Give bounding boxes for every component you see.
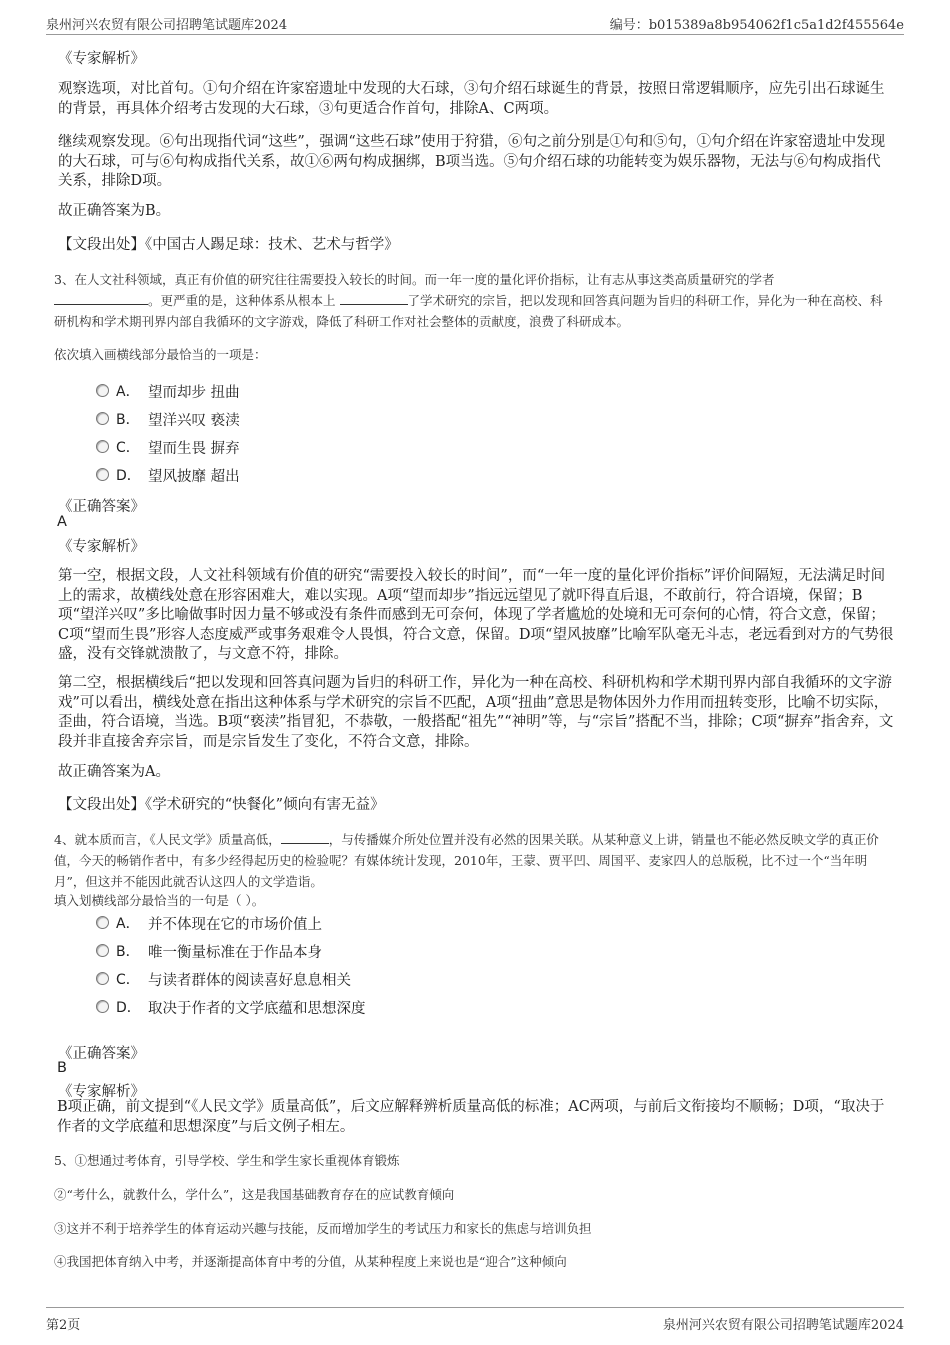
q3-source: 【文段出处】《学术研究的“快餐化”倾向有害无益》 xyxy=(58,797,385,813)
q3-stem xyxy=(54,269,894,332)
radio-icon[interactable] xyxy=(96,440,109,453)
q4-analysis-label: 《专家解析》 xyxy=(58,1084,145,1100)
q4-blank xyxy=(281,831,329,844)
q5-sentence-3: ③这并不利于培养学生的体育运动兴趣与技能，反而增加学生的考试压力和家长的焦虑与培训负担 xyxy=(54,1221,592,1236)
page-header xyxy=(46,10,904,35)
q4-stem-b: ，与传播媒介所处位置并没有必然的因果关联。从某种意义上讲，销量也不能必然反映文学的真正价值，今天的畅销作者中，有多少经得起历史的检验呢？有媒体统计发现，2010年，王蒙、贾平凹、周国平、麦家四人的总版税，比不过一个“当年明月”，但这并不能因此就否认这四人的文学造诣。 xyxy=(54,832,879,889)
footer-title: 泉州河兴农贸有限公司招聘笔试题库2024 xyxy=(662,1318,904,1333)
q3-analysis-p1: 第一空，根据文段，人文社科领域有价值的研究“需要投入较长的时间”，而“一年一度的量化评价指标”评价间隔短，无法满足时间上的需求，故横线处意在形容困难大，难以实现。A项“望而却步”指远远望见了就吓得直后退，不敢前行，符合语境，保留；B项“望洋兴叹”多比喻做事时因力量不够或没有条件而感到无可奈何，体现了学者尴尬的处境和无可奈何的心情，符合文意，保留；C项“望而生畏”形容人态度威严或事务艰难令人畏惧，符合文意，保留。D项“望风披靡”比喻军队毫无斗志，老远看到对方的气势很盛，没有交锋就溃散了，与文意不符，排除。 xyxy=(58,568,894,662)
radio-icon[interactable] xyxy=(96,468,109,481)
prev-analysis-p1: 观察选项，对比首句。①句介绍在许家窑遗址中发现的大石球，③句介绍石球诞生的背景，按照日常逻辑顺序，应先引出石球诞生的背景，再具体介绍考古发现的大石球，③句更适合作首句，排除A、C两项。 xyxy=(58,81,885,117)
q3-analysis-p2: 第二空，根据横线后“把以发现和回答真问题为旨归的科研工作，异化为一种在高校、科研机构和学术期刊界内部自我循环的文字游戏”可以看出，横线处意在指出这种体系与学术研究的宗旨不匹配，A项“扭曲”意思是物体因外力作用而扭转变形，比喻不切实际，歪曲，符合语境，当选。B项“亵渎”指冒犯，不恭敬，一般搭配“祖先”“神明”等，与“宗旨”搭配不当，排除；C项“摒弃”指舍弃，文段并非直接舍弃宗旨，而是宗旨发生了变化，不符合文意，排除。 xyxy=(58,675,894,750)
q5-sentence-4: ④我国把体育纳入中考，并逐渐提高体育中考的分值，从某种程度上来说也是“迎合”这种倾向 xyxy=(54,1254,567,1269)
prev-source: 【文段出处】《中国古人踢足球：技术、艺术与哲学》 xyxy=(58,237,399,253)
radio-icon[interactable] xyxy=(96,944,109,957)
radio-icon[interactable] xyxy=(96,384,109,397)
q3-answer: A xyxy=(57,514,67,530)
q3-stem-c: 了学术研究的宗旨，把以发现和回答真问题为旨归的科研工作，异化为一种在高校、科研机构和学术期刊界内部自我循环的文字游戏，降低了科研工作对社会整体的贡献度，浪费了科研成本。 xyxy=(54,293,883,329)
q4-answer: B xyxy=(57,1060,67,1076)
prev-conclusion: 故正确答案为B。 xyxy=(58,203,171,219)
q4-prompt: 填入划横线部分最恰当的一句是（ ）。 xyxy=(54,893,265,908)
q4-stem xyxy=(54,829,894,892)
q3-blank-1 xyxy=(54,292,148,305)
q5-sentence-2: ②“考什么，就教什么，学什么”，这是我国基础教育存在的应试教育倾向 xyxy=(54,1187,455,1202)
q3-blank-2 xyxy=(340,292,408,305)
q3-prompt: 依次填入画横线部分最恰当的一项是： xyxy=(54,347,267,362)
prev-analysis-label: 《专家解析》 xyxy=(58,51,145,67)
page-footer xyxy=(46,1307,904,1334)
q3-answer-label: 《正确答案》 xyxy=(58,499,145,515)
q5-sentence-1: 5、①想通过考体育，引导学校、学生和学生家长重视体育锻炼 xyxy=(54,1153,400,1168)
q4-answer-label: 《正确答案》 xyxy=(58,1046,145,1062)
q4-analysis: B项正确，前文提到“《人民文学》质量高低”，后文应解释辨析质量高低的标准；AC两项，与前后文衔接均不顺畅；D项，“取决于作者的文学底蕴和思想深度”与后文例子相左。 xyxy=(57,1099,885,1135)
q3-stem-b: 。更严重的是，这种体系从根本上 xyxy=(148,293,336,308)
prev-analysis-p2: 继续观察发现。⑥句出现指代词“这些”，强调“这些石球”使用于狩猎，⑥句之前分别是①句和⑤句，①句介绍在许家窑遗址中发现的大石球，可与⑥句构成指代关系，故①⑥两句构成捆绑，B项当选。⑤句介绍石球的功能转变为娱乐器物，无法与⑥句构成指代关系，排除D项。 xyxy=(58,134,886,189)
header-title: 泉州河兴农贸有限公司招聘笔试题库2024 xyxy=(46,18,288,33)
q4-stem-a: 4、就本质而言，《人民文学》质量高低， xyxy=(54,832,281,847)
radio-icon[interactable] xyxy=(96,916,109,929)
radio-icon[interactable] xyxy=(96,972,109,985)
radio-icon[interactable] xyxy=(96,412,109,425)
radio-icon[interactable] xyxy=(96,1000,109,1013)
page-number: 第2页 xyxy=(46,1318,81,1333)
q3-analysis-label: 《专家解析》 xyxy=(58,539,145,555)
q3-stem-a: 3、在人文社科领域，真正有价值的研究往往需要投入较长的时间。而一年一度的量化评价指标，让有志从事这类高质量研究的学者 xyxy=(54,272,775,287)
header-serial: 编号：b015389a8b954062f1c5a1d2f455564e xyxy=(609,18,904,33)
q3-conclusion: 故正确答案为A。 xyxy=(58,764,170,780)
